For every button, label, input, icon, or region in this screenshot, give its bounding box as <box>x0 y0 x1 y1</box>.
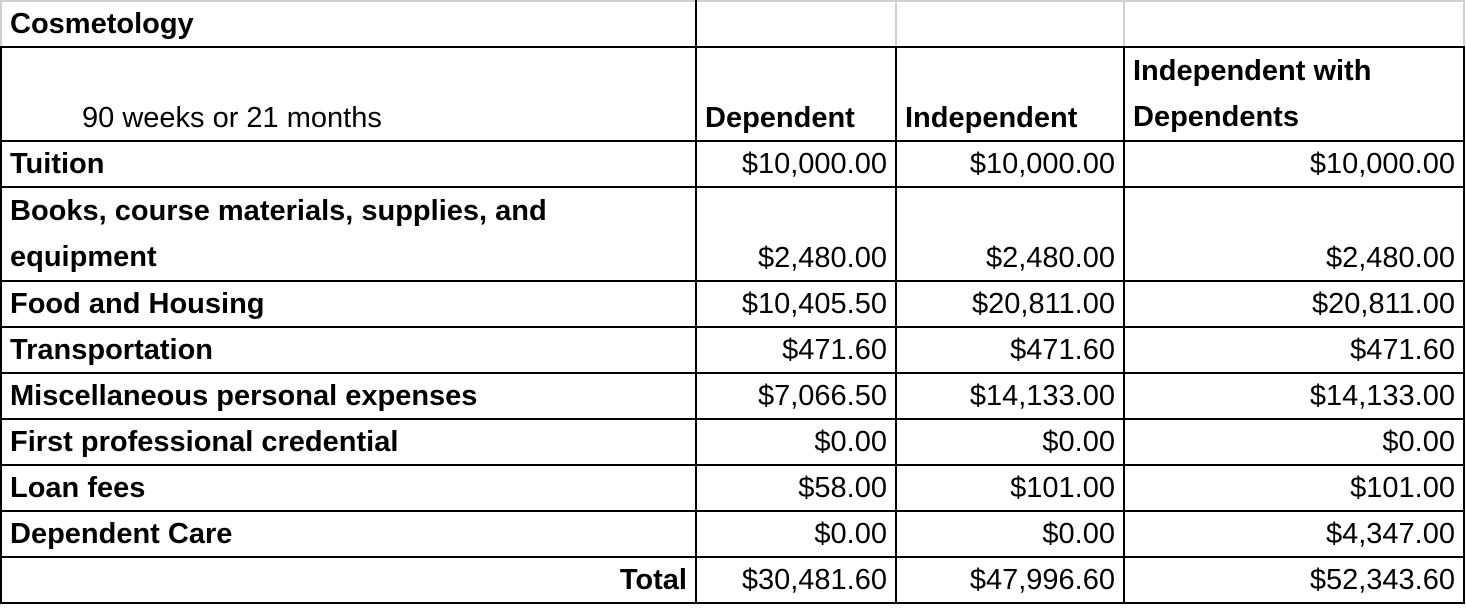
value-cell[interactable]: $14,133.00 <box>896 373 1124 419</box>
table-row <box>1 187 1464 281</box>
value-cell[interactable]: $101.00 <box>1124 465 1464 511</box>
header-row <box>1 47 1464 141</box>
value-cell[interactable]: $2,480.00 <box>896 187 1124 281</box>
total-value-cell[interactable]: $47,996.60 <box>896 557 1124 603</box>
value-cell[interactable]: $20,811.00 <box>1124 281 1464 327</box>
table-row <box>1 465 1464 511</box>
header-independent[interactable]: Independent <box>896 47 1124 141</box>
value-cell[interactable]: $14,133.00 <box>1124 373 1464 419</box>
row-label[interactable]: Food and Housing <box>1 281 696 327</box>
table-row <box>1 419 1464 465</box>
value-cell[interactable]: $10,000.00 <box>696 141 896 187</box>
table-row <box>1 141 1464 187</box>
value-cell[interactable]: $58.00 <box>696 465 896 511</box>
header-dependent[interactable]: Dependent <box>696 47 896 141</box>
value-cell[interactable]: $20,811.00 <box>896 281 1124 327</box>
header-independent-with-dependents[interactable]: Independent with Dependents <box>1124 47 1464 141</box>
row-label[interactable]: Loan fees <box>1 465 696 511</box>
value-cell[interactable]: $0.00 <box>896 511 1124 557</box>
value-cell[interactable]: $471.60 <box>896 327 1124 373</box>
value-cell[interactable]: $10,000.00 <box>896 141 1124 187</box>
empty-cell[interactable] <box>1124 1 1464 47</box>
total-value-cell[interactable]: $52,343.60 <box>1124 557 1464 603</box>
title-row <box>1 1 1464 47</box>
row-label[interactable]: First professional credential <box>1 419 696 465</box>
row-label[interactable]: Miscellaneous personal expenses <box>1 373 696 419</box>
sheet-title[interactable]: Cosmetology <box>1 1 696 47</box>
value-cell[interactable]: $10,405.50 <box>696 281 896 327</box>
value-cell[interactable]: $101.00 <box>896 465 1124 511</box>
table-row <box>1 327 1464 373</box>
row-label[interactable]: Tuition <box>1 141 696 187</box>
total-value-cell[interactable]: $30,481.60 <box>696 557 896 603</box>
value-cell[interactable]: $2,480.00 <box>1124 187 1464 281</box>
value-cell[interactable]: $2,480.00 <box>696 187 896 281</box>
table-row <box>1 281 1464 327</box>
total-label[interactable]: Total <box>1 557 696 603</box>
empty-cell[interactable] <box>696 1 896 47</box>
value-cell[interactable]: $0.00 <box>696 419 896 465</box>
value-cell[interactable]: $471.60 <box>696 327 896 373</box>
table-row <box>1 511 1464 557</box>
value-cell[interactable]: $4,347.00 <box>1124 511 1464 557</box>
total-row <box>1 557 1464 603</box>
value-cell[interactable]: $10,000.00 <box>1124 141 1464 187</box>
row-label[interactable]: Books, course materials, supplies, and equipment <box>1 187 696 281</box>
row-label[interactable]: Dependent Care <box>1 511 696 557</box>
value-cell[interactable]: $0.00 <box>896 419 1124 465</box>
value-cell[interactable]: $471.60 <box>1124 327 1464 373</box>
empty-cell[interactable] <box>896 1 1124 47</box>
value-cell[interactable]: $0.00 <box>1124 419 1464 465</box>
program-length[interactable]: 90 weeks or 21 months <box>1 47 696 141</box>
row-label[interactable]: Transportation <box>1 327 696 373</box>
table-row <box>1 373 1464 419</box>
value-cell[interactable]: $0.00 <box>696 511 896 557</box>
value-cell[interactable]: $7,066.50 <box>696 373 896 419</box>
